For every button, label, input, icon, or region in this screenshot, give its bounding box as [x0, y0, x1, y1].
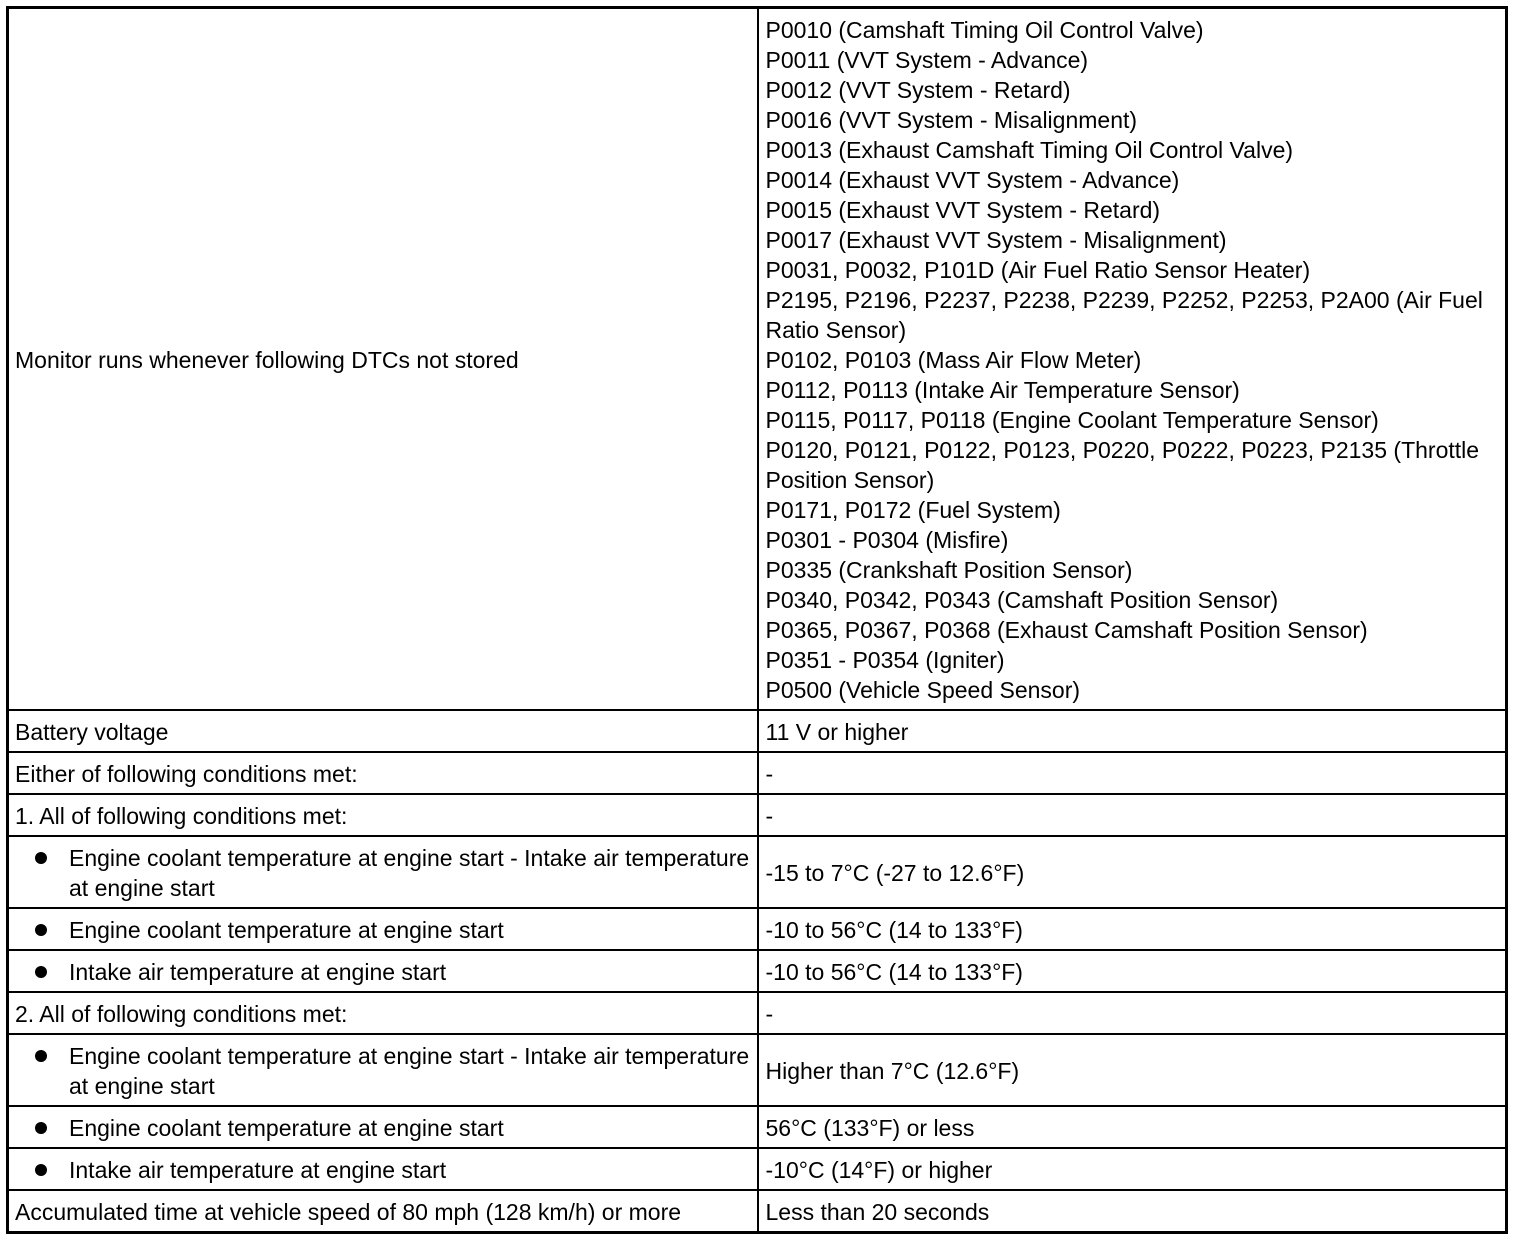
table-row: [8, 752, 1507, 794]
conditions-table: [6, 6, 1508, 1234]
condition-label-cell: [8, 1148, 758, 1190]
bullet-icon: [35, 924, 47, 936]
dtc-item: P0301 - P0304 (Misfire): [765, 527, 1009, 553]
condition-label-cell: [8, 1106, 758, 1148]
condition-value: -: [758, 992, 1507, 1034]
condition-value: -10 to 56°C (14 to 133°F): [758, 908, 1507, 950]
dtc-item: P0016 (VVT System - Misalignment): [765, 107, 1138, 133]
bullet-item: [15, 1113, 751, 1143]
bullet-item: [15, 843, 751, 903]
condition-value: Higher than 7°C (12.6°F): [758, 1034, 1507, 1106]
dtc-item: P0017 (Exhaust VVT System - Misalignment): [765, 227, 1227, 253]
dtc-list: [766, 15, 1500, 705]
condition-label: Intake air temperature at engine start: [69, 959, 447, 985]
bullet-item: [15, 957, 751, 987]
condition-label: Engine coolant temperature at engine start: [69, 917, 504, 943]
bullet-icon: [35, 1050, 47, 1062]
condition-label: Battery voltage: [8, 710, 758, 752]
condition-value: 11 V or higher: [758, 710, 1507, 752]
dtc-item: P0115, P0117, P0118 (Engine Coolant Temperature Sensor): [765, 407, 1379, 433]
condition-label: Intake air temperature at engine start: [69, 1157, 447, 1183]
table-row: [8, 794, 1507, 836]
condition-label-cell: [8, 836, 758, 908]
table-row: [8, 950, 1507, 992]
table-row: [8, 908, 1507, 950]
dtc-item: P0112, P0113 (Intake Air Temperature Sensor): [765, 377, 1240, 403]
table-row: [8, 836, 1507, 908]
condition-value: -10°C (14°F) or higher: [758, 1148, 1507, 1190]
bullet-item: [15, 1155, 751, 1185]
condition-label: Engine coolant temperature at engine start - Intake air temperature at engine start: [69, 1043, 750, 1099]
dtc-item: P0013 (Exhaust Camshaft Timing Oil Control Valve): [765, 137, 1294, 163]
condition-label: Either of following conditions met:: [8, 752, 758, 794]
table-row: [8, 1148, 1507, 1190]
table-row: [8, 1034, 1507, 1106]
condition-label: 2. All of following conditions met:: [8, 992, 758, 1034]
condition-label-cell: [8, 908, 758, 950]
condition-label-cell: [8, 950, 758, 992]
condition-label: Engine coolant temperature at engine start - Intake air temperature at engine start: [69, 845, 750, 901]
dtc-item: P0365, P0367, P0368 (Exhaust Camshaft Position Sensor): [765, 617, 1368, 643]
dtc-item: P0340, P0342, P0343 (Camshaft Position Sensor): [765, 587, 1279, 613]
dtc-item: P0012 (VVT System - Retard): [765, 77, 1071, 103]
bullet-icon: [35, 852, 47, 864]
condition-label-cell: [8, 1034, 758, 1106]
condition-value: -: [758, 794, 1507, 836]
table-row: [8, 1190, 1507, 1233]
dtc-item: P0010 (Camshaft Timing Oil Control Valve): [765, 17, 1204, 43]
dtc-item: P0102, P0103 (Mass Air Flow Meter): [765, 347, 1142, 373]
bullet-item: [15, 1041, 751, 1101]
condition-label: Accumulated time at vehicle speed of 80 mph (128 km/h) or more: [8, 1190, 758, 1233]
table-row: [8, 1106, 1507, 1148]
dtc-item: P0500 (Vehicle Speed Sensor): [765, 677, 1081, 703]
condition-value: Less than 20 seconds: [758, 1190, 1507, 1233]
condition-label: Engine coolant temperature at engine start: [69, 1115, 504, 1141]
dtc-item: P0014 (Exhaust VVT System - Advance): [765, 167, 1180, 193]
bullet-icon: [35, 1122, 47, 1134]
condition-label: 1. All of following conditions met:: [8, 794, 758, 836]
bullet-item: [15, 915, 751, 945]
condition-value: -: [758, 752, 1507, 794]
table-row: [8, 8, 1507, 711]
condition-value: 56°C (133°F) or less: [758, 1106, 1507, 1148]
dtc-list-cell: [758, 8, 1507, 711]
bullet-icon: [35, 966, 47, 978]
dtc-item: P0031, P0032, P101D (Air Fuel Ratio Sensor Heater): [765, 257, 1311, 283]
dtc-condition-label: Monitor runs whenever following DTCs not stored: [8, 8, 758, 711]
condition-value: -10 to 56°C (14 to 133°F): [758, 950, 1507, 992]
bullet-icon: [35, 1164, 47, 1176]
dtc-item: P2195, P2196, P2237, P2238, P2239, P2252, P2253, P2A00 (Air Fuel Ratio Sensor): [765, 287, 1483, 343]
table-row: [8, 992, 1507, 1034]
table-row: [8, 710, 1507, 752]
dtc-item: P0120, P0121, P0122, P0123, P0220, P0222, P0223, P2135 (Throttle Position Sensor): [765, 437, 1480, 493]
condition-value: -15 to 7°C (-27 to 12.6°F): [758, 836, 1507, 908]
dtc-item: P0015 (Exhaust VVT System - Retard): [765, 197, 1161, 223]
dtc-item: P0335 (Crankshaft Position Sensor): [765, 557, 1133, 583]
dtc-item: P0011 (VVT System - Advance): [765, 47, 1089, 73]
dtc-item: P0351 - P0354 (Igniter): [765, 647, 1005, 673]
dtc-item: P0171, P0172 (Fuel System): [765, 497, 1061, 523]
